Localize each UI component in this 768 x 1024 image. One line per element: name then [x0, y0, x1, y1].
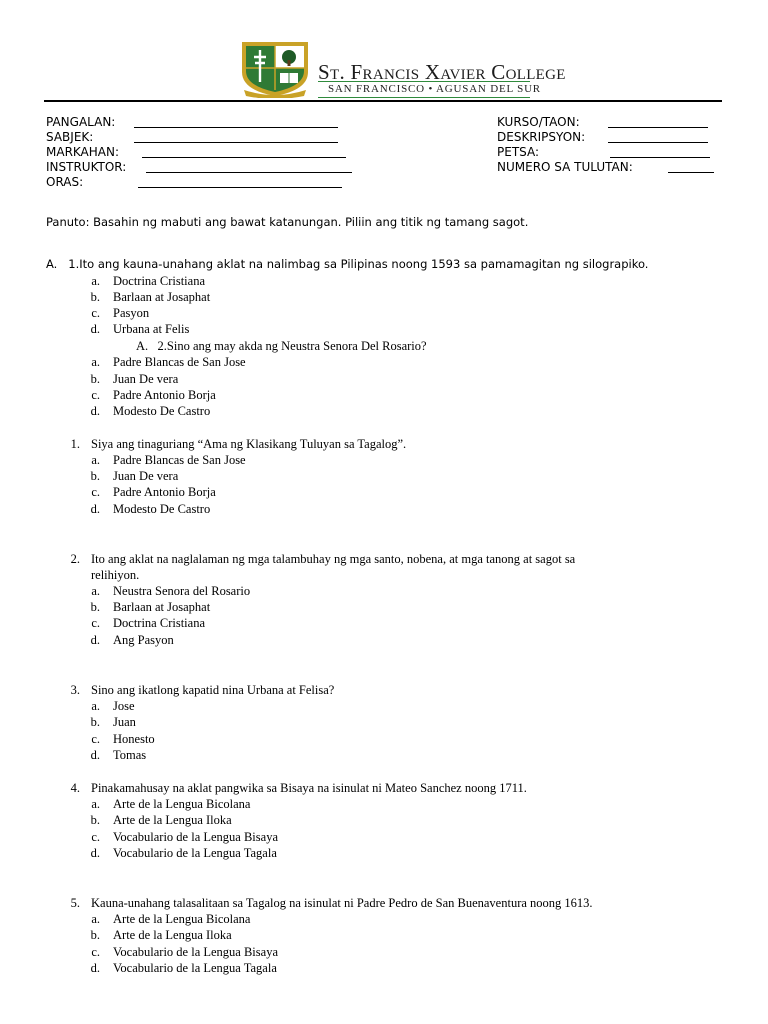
choice-text: Padre Antonio Borja	[113, 388, 216, 402]
choice-letter: c.	[91, 830, 100, 844]
question-text: Ito ang kauna-unahang aklat na nalimbag sa Pilipinas noong 1593 sa pamamagitan ng silograpiko.	[79, 257, 649, 271]
choice-letter: b.	[90, 290, 100, 304]
choice-letter: c.	[91, 306, 100, 320]
choice-letter: a.	[91, 797, 100, 811]
sabjek-label: SABJEK:	[46, 130, 94, 144]
choice-letter: b.	[90, 600, 100, 614]
deskripsyon-blank[interactable]	[608, 142, 708, 143]
sabjek-blank[interactable]	[134, 142, 338, 143]
choice-letter: d.	[90, 961, 100, 975]
choice-text: Arte de la Lengua Iloka	[113, 928, 232, 942]
choice-letter: d.	[90, 846, 100, 860]
choice-letter: a.	[91, 453, 100, 467]
instruktor-label: INSTRUKTOR:	[46, 160, 127, 174]
choice-text: Vocabulario de la Lengua Tagala	[113, 846, 277, 860]
question-number: 5.	[70, 896, 80, 910]
choice-letter: c.	[91, 485, 100, 499]
choice-letter: b.	[90, 715, 100, 729]
choice-text: Urbana at Felis	[113, 322, 190, 336]
header-rule-top	[318, 81, 530, 82]
choice-text: Jose	[113, 699, 135, 713]
college-location: SAN FRANCISCO • AGUSAN DEL SUR	[328, 83, 541, 95]
choice-letter: b.	[90, 372, 100, 386]
choice-text: Pasyon	[113, 306, 150, 320]
question-number: 4.	[70, 781, 80, 795]
question-text: Siya ang tinaguriang “Ama ng Klasikang Tuluyan sa Tagalog”.	[91, 437, 407, 451]
choice-text: Padre Blancas de San Jose	[113, 453, 246, 467]
choice-text: Honesto	[113, 732, 155, 746]
choice-text: Tomas	[113, 748, 147, 762]
choice-letter: d.	[90, 633, 100, 647]
choice-letter: d.	[90, 322, 100, 336]
choice-letter: b.	[90, 813, 100, 827]
question-text: Kauna-unahang talasalitaan sa Tagalog na isinulat ni Padre Pedro de San Buenaventura noong 1613.	[91, 896, 593, 910]
header-divider	[44, 100, 722, 102]
question-text-line1: Ito ang aklat na naglalaman ng mga talambuhay ng mga santo, nobena, at mga tanong at sagot sa	[91, 552, 576, 566]
question-number: 2.	[70, 552, 80, 566]
choice-text: Arte de la Lengua Bicolana	[113, 797, 251, 811]
choice-text: Juan De vera	[113, 372, 179, 386]
choice-text: Juan De vera	[113, 469, 179, 483]
kurso-taon-blank[interactable]	[608, 127, 708, 128]
choice-text: Ang Pasyon	[113, 633, 174, 647]
markahan-label: MARKAHAN:	[46, 145, 120, 159]
choice-letter: d.	[90, 748, 100, 762]
question-prefix: A.	[46, 257, 58, 271]
choice-letter: d.	[90, 502, 100, 516]
choice-text: Vocabulario de la Lengua Tagala	[113, 961, 277, 975]
choice-text: Barlaan at Josaphat	[113, 290, 211, 304]
choice-text: Modesto De Castro	[113, 502, 211, 516]
choice-text: Arte de la Lengua Iloka	[113, 813, 232, 827]
choice-letter: d.	[90, 404, 100, 418]
instructions: Panuto: Basahin ng mabuti ang bawat katanungan. Piliin ang titik ng tamang sagot.	[46, 215, 529, 229]
oras-label: ORAS:	[46, 175, 84, 189]
question-number: 2.	[157, 339, 167, 353]
choice-text: Doctrina Cristiana	[113, 616, 205, 630]
kurso-taon-label: KURSO/TAON:	[497, 115, 580, 129]
choice-text: Barlaan at Josaphat	[113, 600, 211, 614]
question-a2	[136, 338, 427, 354]
pangalan-label: PANGALAN:	[46, 115, 116, 129]
choice-letter: a.	[91, 355, 100, 369]
choice-letter: c.	[91, 945, 100, 959]
instruktor-blank[interactable]	[146, 172, 352, 173]
question-number: 1.	[68, 257, 80, 271]
numero-sa-tulutan-label: NUMERO SA TULUTAN:	[497, 160, 633, 174]
header-rule-bottom	[318, 97, 530, 98]
markahan-blank[interactable]	[142, 157, 346, 158]
choice-letter: a.	[91, 274, 100, 288]
question-prefix: A.	[136, 339, 149, 353]
choice-letter: a.	[91, 699, 100, 713]
choice-text: Padre Antonio Borja	[113, 485, 216, 499]
college-seal-logo	[238, 40, 312, 98]
choice-text: Vocabulario de la Lengua Bisaya	[113, 830, 278, 844]
choice-letter: b.	[90, 928, 100, 942]
question-number: 1.	[70, 437, 80, 451]
question-a1	[46, 257, 648, 271]
petsa-blank[interactable]	[610, 157, 710, 158]
numero-sa-tulutan-blank[interactable]	[668, 172, 714, 173]
petsa-label: PETSA:	[497, 145, 540, 159]
deskripsyon-label: DESKRIPSYON:	[497, 130, 586, 144]
choice-text: Neustra Senora del Rosario	[113, 584, 251, 598]
choice-text: Vocabulario de la Lengua Bisaya	[113, 945, 278, 959]
oras-blank[interactable]	[138, 187, 342, 188]
pangalan-blank[interactable]	[134, 127, 338, 128]
question-text-line2: relihiyon.	[91, 568, 140, 582]
choice-letter: c.	[91, 616, 100, 630]
choice-text: Padre Blancas de San Jose	[113, 355, 246, 369]
choice-letter: c.	[91, 732, 100, 746]
choice-text: Doctrina Cristiana	[113, 274, 205, 288]
choice-text: Juan	[113, 715, 136, 729]
choice-text: Arte de la Lengua Bicolana	[113, 912, 251, 926]
question-text: Sino ang ikatlong kapatid nina Urbana at Felisa?	[91, 683, 335, 697]
choice-letter: a.	[91, 912, 100, 926]
choice-text: Modesto De Castro	[113, 404, 211, 418]
question-number: 3.	[70, 683, 80, 697]
choice-letter: c.	[91, 388, 100, 402]
question-text: Pinakamahusay na aklat pangwika sa Bisaya na isinulat ni Mateo Sanchez noong 1711.	[91, 781, 527, 795]
college-name-text: St. Francis Xavier College	[318, 60, 566, 84]
choice-letter: a.	[91, 584, 100, 598]
question-text: Sino ang may akda ng Neustra Senora Del Rosario?	[166, 339, 427, 353]
choice-letter: b.	[90, 469, 100, 483]
